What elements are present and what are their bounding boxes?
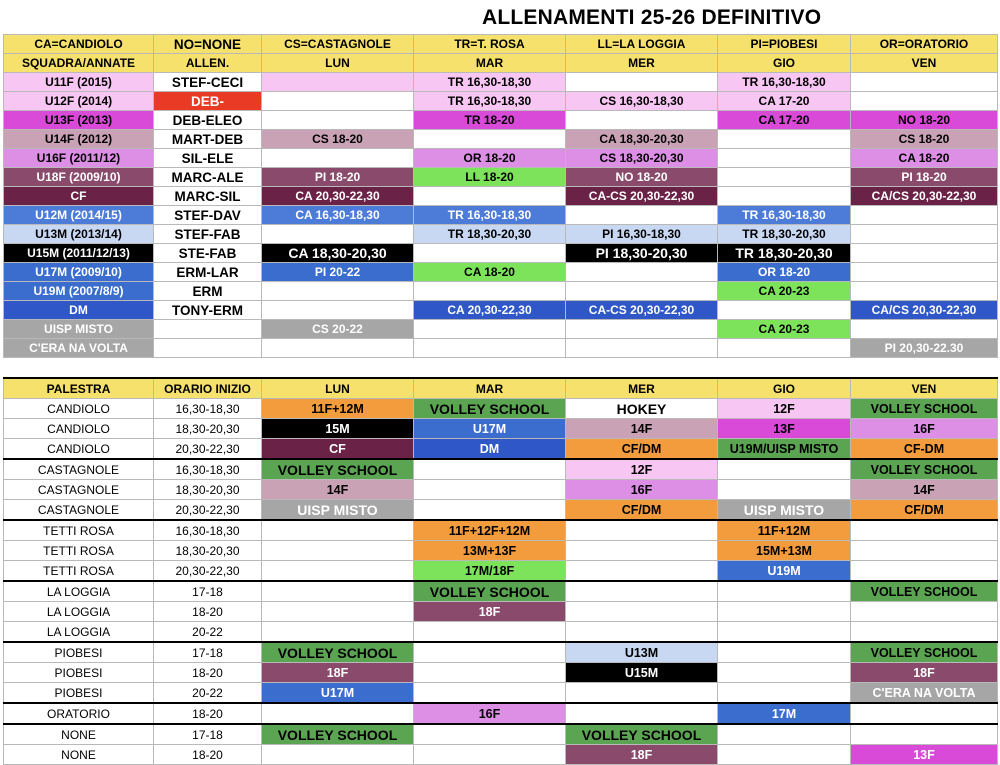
slot-cell: 17M xyxy=(718,703,851,724)
team-cell: U18F (2009/10) xyxy=(4,168,154,187)
slot-cell: VOLLEY SCHOOL xyxy=(262,724,414,745)
session-cell: CS 16,30-18,30 xyxy=(566,92,718,111)
time-cell: 18,30-20,30 xyxy=(154,419,262,439)
slot-cell: 18F xyxy=(262,663,414,683)
slot-cell: C'ERA NA VOLTA xyxy=(851,683,998,704)
session-cell: PI 18-20 xyxy=(262,168,414,187)
legend-cell: CS=CASTAGNOLE xyxy=(262,35,414,54)
slot-cell: VOLLEY SCHOOL xyxy=(414,581,566,602)
slot-cell: UISP MISTO xyxy=(262,500,414,521)
slot-cell xyxy=(851,541,998,561)
slot-cell xyxy=(566,520,718,541)
team-cell: U13M (2013/14) xyxy=(4,225,154,244)
page-title: ALLENAMENTI 25-26 DEFINITIVO xyxy=(482,6,822,29)
session-cell xyxy=(262,225,414,244)
session-cell: CA-CS 20,30-22,30 xyxy=(566,187,718,206)
slot-cell: 13M+13F xyxy=(414,541,566,561)
team-row xyxy=(4,320,998,339)
slot-cell xyxy=(718,581,851,602)
slot-cell xyxy=(262,622,414,643)
gym-schedule-table xyxy=(3,377,998,765)
coach-cell: MART-DEB xyxy=(154,130,262,149)
slot-cell: U17M xyxy=(262,683,414,704)
slot-cell xyxy=(718,622,851,643)
slot-cell xyxy=(718,480,851,500)
session-cell: CA 17-20 xyxy=(718,92,851,111)
team-row xyxy=(4,339,998,358)
legend-cell: TR=T. ROSA xyxy=(414,35,566,54)
coach-cell: SIL-ELE xyxy=(154,149,262,168)
team-cell: DM xyxy=(4,301,154,320)
slot-cell xyxy=(566,622,718,643)
column-header: LUN xyxy=(262,54,414,73)
coach-cell: STEF-CECI xyxy=(154,73,262,92)
coach-cell: MARC-SIL xyxy=(154,187,262,206)
team-row xyxy=(4,73,998,92)
slot-cell: U19M/UISP MISTO xyxy=(718,439,851,460)
slot-cell: VOLLEY SCHOOL xyxy=(414,399,566,419)
slot-cell: VOLLEY SCHOOL xyxy=(851,399,998,419)
gym-name-cell: LA LOGGIA xyxy=(4,602,154,622)
slot-cell xyxy=(718,642,851,663)
session-cell: CA/CS 20,30-22,30 xyxy=(851,187,998,206)
session-cell xyxy=(566,206,718,225)
session-cell: CA 17-20 xyxy=(718,111,851,130)
gym-name-cell: ORATORIO xyxy=(4,703,154,724)
slot-cell: 11F+12M xyxy=(718,520,851,541)
slot-cell xyxy=(851,561,998,582)
session-cell xyxy=(851,225,998,244)
slot-cell xyxy=(414,724,566,745)
session-cell: LL 18-20 xyxy=(414,168,566,187)
session-cell: OR 18-20 xyxy=(718,263,851,282)
session-cell: CA 20,30-22,30 xyxy=(414,301,566,320)
coach-cell: ERM-LAR xyxy=(154,263,262,282)
slot-cell xyxy=(414,745,566,765)
session-cell xyxy=(262,149,414,168)
gym-name-cell: NONE xyxy=(4,745,154,765)
slot-cell xyxy=(718,683,851,704)
slot-cell xyxy=(718,663,851,683)
legend-row xyxy=(4,35,998,54)
session-cell: CA 18,30-20,30 xyxy=(566,130,718,149)
team-cell: U12F (2014) xyxy=(4,92,154,111)
session-cell: PI 18-20 xyxy=(851,168,998,187)
column-header: MER xyxy=(566,54,718,73)
time-cell: 18,30-20,30 xyxy=(154,541,262,561)
session-cell: CA 18-20 xyxy=(851,149,998,168)
session-cell xyxy=(414,282,566,301)
slot-cell: 16F xyxy=(851,419,998,439)
session-cell xyxy=(566,111,718,130)
slot-cell: 16F xyxy=(414,703,566,724)
session-cell xyxy=(414,320,566,339)
coach-cell xyxy=(154,320,262,339)
time-cell: 20-22 xyxy=(154,622,262,643)
slot-cell: CF/DM xyxy=(566,500,718,521)
session-cell: CA 20,30-22,30 xyxy=(262,187,414,206)
team-row xyxy=(4,168,998,187)
session-cell: TR 16,30-18,30 xyxy=(414,73,566,92)
gym-row xyxy=(4,683,998,704)
session-cell: CA 18-20 xyxy=(414,263,566,282)
slot-cell: 14F xyxy=(262,480,414,500)
session-cell xyxy=(851,73,998,92)
session-cell: TR 16,30-18,30 xyxy=(414,92,566,111)
team-row xyxy=(4,225,998,244)
gym-row xyxy=(4,439,998,460)
slot-cell xyxy=(262,602,414,622)
slot-cell xyxy=(851,602,998,622)
session-cell: TR 18,30-20,30 xyxy=(718,244,851,263)
time-cell: 20-22 xyxy=(154,683,262,704)
slot-cell: U15M xyxy=(566,663,718,683)
slot-cell xyxy=(414,459,566,480)
slot-cell: VOLLEY SCHOOL xyxy=(851,642,998,663)
slot-cell: 14F xyxy=(851,480,998,500)
slot-cell: 15M+13M xyxy=(718,541,851,561)
slot-cell xyxy=(262,703,414,724)
session-cell: TR 18-20 xyxy=(414,111,566,130)
slot-cell: VOLLEY SCHOOL xyxy=(566,724,718,745)
slot-cell: 12F xyxy=(566,459,718,480)
slot-cell xyxy=(566,561,718,582)
team-cell: UISP MISTO xyxy=(4,320,154,339)
team-cell: U12M (2014/15) xyxy=(4,206,154,225)
header-row xyxy=(4,54,998,73)
team-cell: U16F (2011/12) xyxy=(4,149,154,168)
session-cell xyxy=(262,73,414,92)
session-cell: CA 18,30-20,30 xyxy=(262,244,414,263)
gym-name-cell: CANDIOLO xyxy=(4,399,154,419)
gym-name-cell: TETTI ROSA xyxy=(4,561,154,582)
gym-name-cell: CANDIOLO xyxy=(4,439,154,460)
team-cell: U15M (2011/12/13) xyxy=(4,244,154,263)
time-cell: 17-18 xyxy=(154,581,262,602)
session-cell xyxy=(414,339,566,358)
session-cell xyxy=(718,168,851,187)
column-header: GIO xyxy=(718,54,851,73)
session-cell: NO 18-20 xyxy=(851,111,998,130)
team-row xyxy=(4,282,998,301)
session-cell xyxy=(851,263,998,282)
session-cell xyxy=(566,282,718,301)
slot-cell xyxy=(718,724,851,745)
time-cell: 20,30-22,30 xyxy=(154,561,262,582)
slot-cell: VOLLEY SCHOOL xyxy=(262,459,414,480)
session-cell: CA 20-23 xyxy=(718,282,851,301)
gym-name-cell: CASTAGNOLE xyxy=(4,459,154,480)
session-cell xyxy=(851,92,998,111)
time-cell: 17-18 xyxy=(154,724,262,745)
slot-cell: 12F xyxy=(718,399,851,419)
time-cell: 16,30-18,30 xyxy=(154,459,262,480)
coach-cell xyxy=(154,339,262,358)
time-cell: 18-20 xyxy=(154,745,262,765)
slot-cell: U17M xyxy=(414,419,566,439)
slot-cell: CF-DM xyxy=(851,439,998,460)
column-header: ALLEN. xyxy=(154,54,262,73)
gym-name-cell: LA LOGGIA xyxy=(4,581,154,602)
team-row xyxy=(4,206,998,225)
column-header: MAR xyxy=(414,378,566,399)
time-cell: 18-20 xyxy=(154,703,262,724)
gym-row xyxy=(4,642,998,663)
session-cell xyxy=(262,339,414,358)
slot-cell: 11F+12M xyxy=(262,399,414,419)
slot-cell xyxy=(566,581,718,602)
session-cell xyxy=(262,301,414,320)
session-cell: CS 20-22 xyxy=(262,320,414,339)
team-row xyxy=(4,187,998,206)
team-cell: U14F (2012) xyxy=(4,130,154,149)
slot-cell: 13F xyxy=(851,745,998,765)
slot-cell: CF/DM xyxy=(566,439,718,460)
session-cell xyxy=(718,301,851,320)
slot-cell: CF xyxy=(262,439,414,460)
gym-row xyxy=(4,541,998,561)
session-cell xyxy=(851,320,998,339)
gym-row xyxy=(4,399,998,419)
gym-row xyxy=(4,745,998,765)
team-row xyxy=(4,301,998,320)
slot-cell: VOLLEY SCHOOL xyxy=(851,581,998,602)
coach-cell: MARC-ALE xyxy=(154,168,262,187)
legend-cell: PI=PIOBESI xyxy=(718,35,851,54)
slot-cell xyxy=(414,683,566,704)
gym-row xyxy=(4,724,998,745)
slot-cell: 13F xyxy=(718,419,851,439)
slot-cell: HOKEY xyxy=(566,399,718,419)
time-cell: 17-18 xyxy=(154,642,262,663)
coach-cell: DEB-ELEO xyxy=(154,111,262,130)
session-cell xyxy=(851,206,998,225)
gym-row xyxy=(4,703,998,724)
session-cell: NO 18-20 xyxy=(566,168,718,187)
gym-name-cell: PIOBESI xyxy=(4,663,154,683)
team-row xyxy=(4,263,998,282)
team-row xyxy=(4,130,998,149)
time-cell: 18-20 xyxy=(154,602,262,622)
column-header: ORARIO INIZIO xyxy=(154,378,262,399)
session-cell: CA 16,30-18,30 xyxy=(262,206,414,225)
slot-cell xyxy=(566,541,718,561)
slot-cell xyxy=(566,602,718,622)
time-cell: 16,30-18,30 xyxy=(154,399,262,419)
session-cell: PI 16,30-18,30 xyxy=(566,225,718,244)
gym-row xyxy=(4,622,998,643)
slot-cell xyxy=(414,642,566,663)
column-header: PALESTRA xyxy=(4,378,154,399)
slot-cell xyxy=(262,520,414,541)
column-header: MAR xyxy=(414,54,566,73)
session-cell: TR 16,30-18,30 xyxy=(414,206,566,225)
time-cell: 18,30-20,30 xyxy=(154,480,262,500)
gym-row xyxy=(4,581,998,602)
session-cell: TR 16,30-18,30 xyxy=(718,73,851,92)
team-row xyxy=(4,244,998,263)
session-cell xyxy=(718,130,851,149)
team-row xyxy=(4,111,998,130)
gym-name-cell: NONE xyxy=(4,724,154,745)
session-cell xyxy=(718,149,851,168)
gym-row xyxy=(4,480,998,500)
session-cell: CS 18-20 xyxy=(851,130,998,149)
slot-cell: 18F xyxy=(414,602,566,622)
slot-cell: DM xyxy=(414,439,566,460)
gym-header-row xyxy=(4,378,998,399)
coach-cell: STE-FAB xyxy=(154,244,262,263)
session-cell: CA 20-23 xyxy=(718,320,851,339)
session-cell xyxy=(262,282,414,301)
team-cell: U19M (2007/8/9) xyxy=(4,282,154,301)
slot-cell: 18F xyxy=(851,663,998,683)
team-row xyxy=(4,149,998,168)
slot-cell xyxy=(566,683,718,704)
coach-cell: STEF-DAV xyxy=(154,206,262,225)
column-header: MER xyxy=(566,378,718,399)
slot-cell: CF/DM xyxy=(851,500,998,521)
time-cell: 20,30-22,30 xyxy=(154,439,262,460)
session-cell xyxy=(566,73,718,92)
time-cell: 16,30-18,30 xyxy=(154,520,262,541)
session-cell xyxy=(718,187,851,206)
slot-cell: VOLLEY SCHOOL xyxy=(851,459,998,480)
gym-row xyxy=(4,602,998,622)
slot-cell xyxy=(851,520,998,541)
slot-cell: 18F xyxy=(566,745,718,765)
legend-cell: NO=NONE xyxy=(154,35,262,54)
session-cell: OR 18-20 xyxy=(414,149,566,168)
session-cell xyxy=(566,339,718,358)
slot-cell xyxy=(414,480,566,500)
column-header: LUN xyxy=(262,378,414,399)
gym-name-cell: PIOBESI xyxy=(4,683,154,704)
session-cell: TR 18,30-20,30 xyxy=(414,225,566,244)
team-cell: C'ERA NA VOLTA xyxy=(4,339,154,358)
session-cell: CA-CS 20,30-22,30 xyxy=(566,301,718,320)
gym-name-cell: PIOBESI xyxy=(4,642,154,663)
session-cell xyxy=(262,111,414,130)
slot-cell: U19M xyxy=(718,561,851,582)
slot-cell xyxy=(262,541,414,561)
slot-cell xyxy=(718,602,851,622)
coach-cell: DEB- xyxy=(154,92,262,111)
slot-cell xyxy=(851,622,998,643)
slot-cell: 16F xyxy=(566,480,718,500)
session-cell xyxy=(414,244,566,263)
session-cell xyxy=(851,244,998,263)
session-cell: PI 20-22 xyxy=(262,263,414,282)
slot-cell: 11F+12F+12M xyxy=(414,520,566,541)
slot-cell xyxy=(414,500,566,521)
slot-cell xyxy=(262,745,414,765)
column-header: VEN xyxy=(851,54,998,73)
column-header: VEN xyxy=(851,378,998,399)
slot-cell xyxy=(414,622,566,643)
gym-name-cell: CASTAGNOLE xyxy=(4,500,154,521)
slot-cell: U13M xyxy=(566,642,718,663)
team-cell: U11F (2015) xyxy=(4,73,154,92)
gym-name-cell: TETTI ROSA xyxy=(4,520,154,541)
session-cell xyxy=(566,320,718,339)
slot-cell xyxy=(262,561,414,582)
slot-cell xyxy=(718,459,851,480)
slot-cell: VOLLEY SCHOOL xyxy=(262,642,414,663)
coach-cell: ERM xyxy=(154,282,262,301)
gym-name-cell: LA LOGGIA xyxy=(4,622,154,643)
session-cell: CS 18,30-20,30 xyxy=(566,149,718,168)
time-cell: 18-20 xyxy=(154,663,262,683)
gym-row xyxy=(4,500,998,521)
gym-row xyxy=(4,663,998,683)
slot-cell xyxy=(414,663,566,683)
session-cell xyxy=(718,339,851,358)
gym-name-cell: CASTAGNOLE xyxy=(4,480,154,500)
slot-cell xyxy=(718,745,851,765)
legend-cell: LL=LA LOGGIA xyxy=(566,35,718,54)
coach-cell: TONY-ERM xyxy=(154,301,262,320)
coach-cell: STEF-FAB xyxy=(154,225,262,244)
legend-cell: CA=CANDIOLO xyxy=(4,35,154,54)
slot-cell xyxy=(566,703,718,724)
gym-row xyxy=(4,419,998,439)
session-cell xyxy=(262,92,414,111)
slot-cell: 14F xyxy=(566,419,718,439)
gym-row xyxy=(4,561,998,582)
gym-row xyxy=(4,459,998,480)
team-row xyxy=(4,92,998,111)
session-cell xyxy=(414,130,566,149)
team-schedule-table xyxy=(3,34,998,358)
session-cell xyxy=(851,282,998,301)
team-cell: U13F (2013) xyxy=(4,111,154,130)
session-cell xyxy=(566,263,718,282)
team-cell: CF xyxy=(4,187,154,206)
session-cell xyxy=(414,187,566,206)
session-cell: CS 18-20 xyxy=(262,130,414,149)
column-header: SQUADRA/ANNATE xyxy=(4,54,154,73)
session-cell: PI 18,30-20,30 xyxy=(566,244,718,263)
time-cell: 20,30-22,30 xyxy=(154,500,262,521)
legend-cell: OR=ORATORIO xyxy=(851,35,998,54)
gym-name-cell: CANDIOLO xyxy=(4,419,154,439)
team-cell: U17M (2009/10) xyxy=(4,263,154,282)
slot-cell: 15M xyxy=(262,419,414,439)
session-cell: TR 18,30-20,30 xyxy=(718,225,851,244)
slot-cell: UISP MISTO xyxy=(718,500,851,521)
session-cell: PI 20,30-22.30 xyxy=(851,339,998,358)
slot-cell xyxy=(851,724,998,745)
session-cell: TR 16,30-18,30 xyxy=(718,206,851,225)
slot-cell xyxy=(262,581,414,602)
gym-name-cell: TETTI ROSA xyxy=(4,541,154,561)
slot-cell: 17M/18F xyxy=(414,561,566,582)
session-cell: CA/CS 20,30-22,30 xyxy=(851,301,998,320)
slot-cell xyxy=(851,703,998,724)
gym-row xyxy=(4,520,998,541)
column-header: GIO xyxy=(718,378,851,399)
